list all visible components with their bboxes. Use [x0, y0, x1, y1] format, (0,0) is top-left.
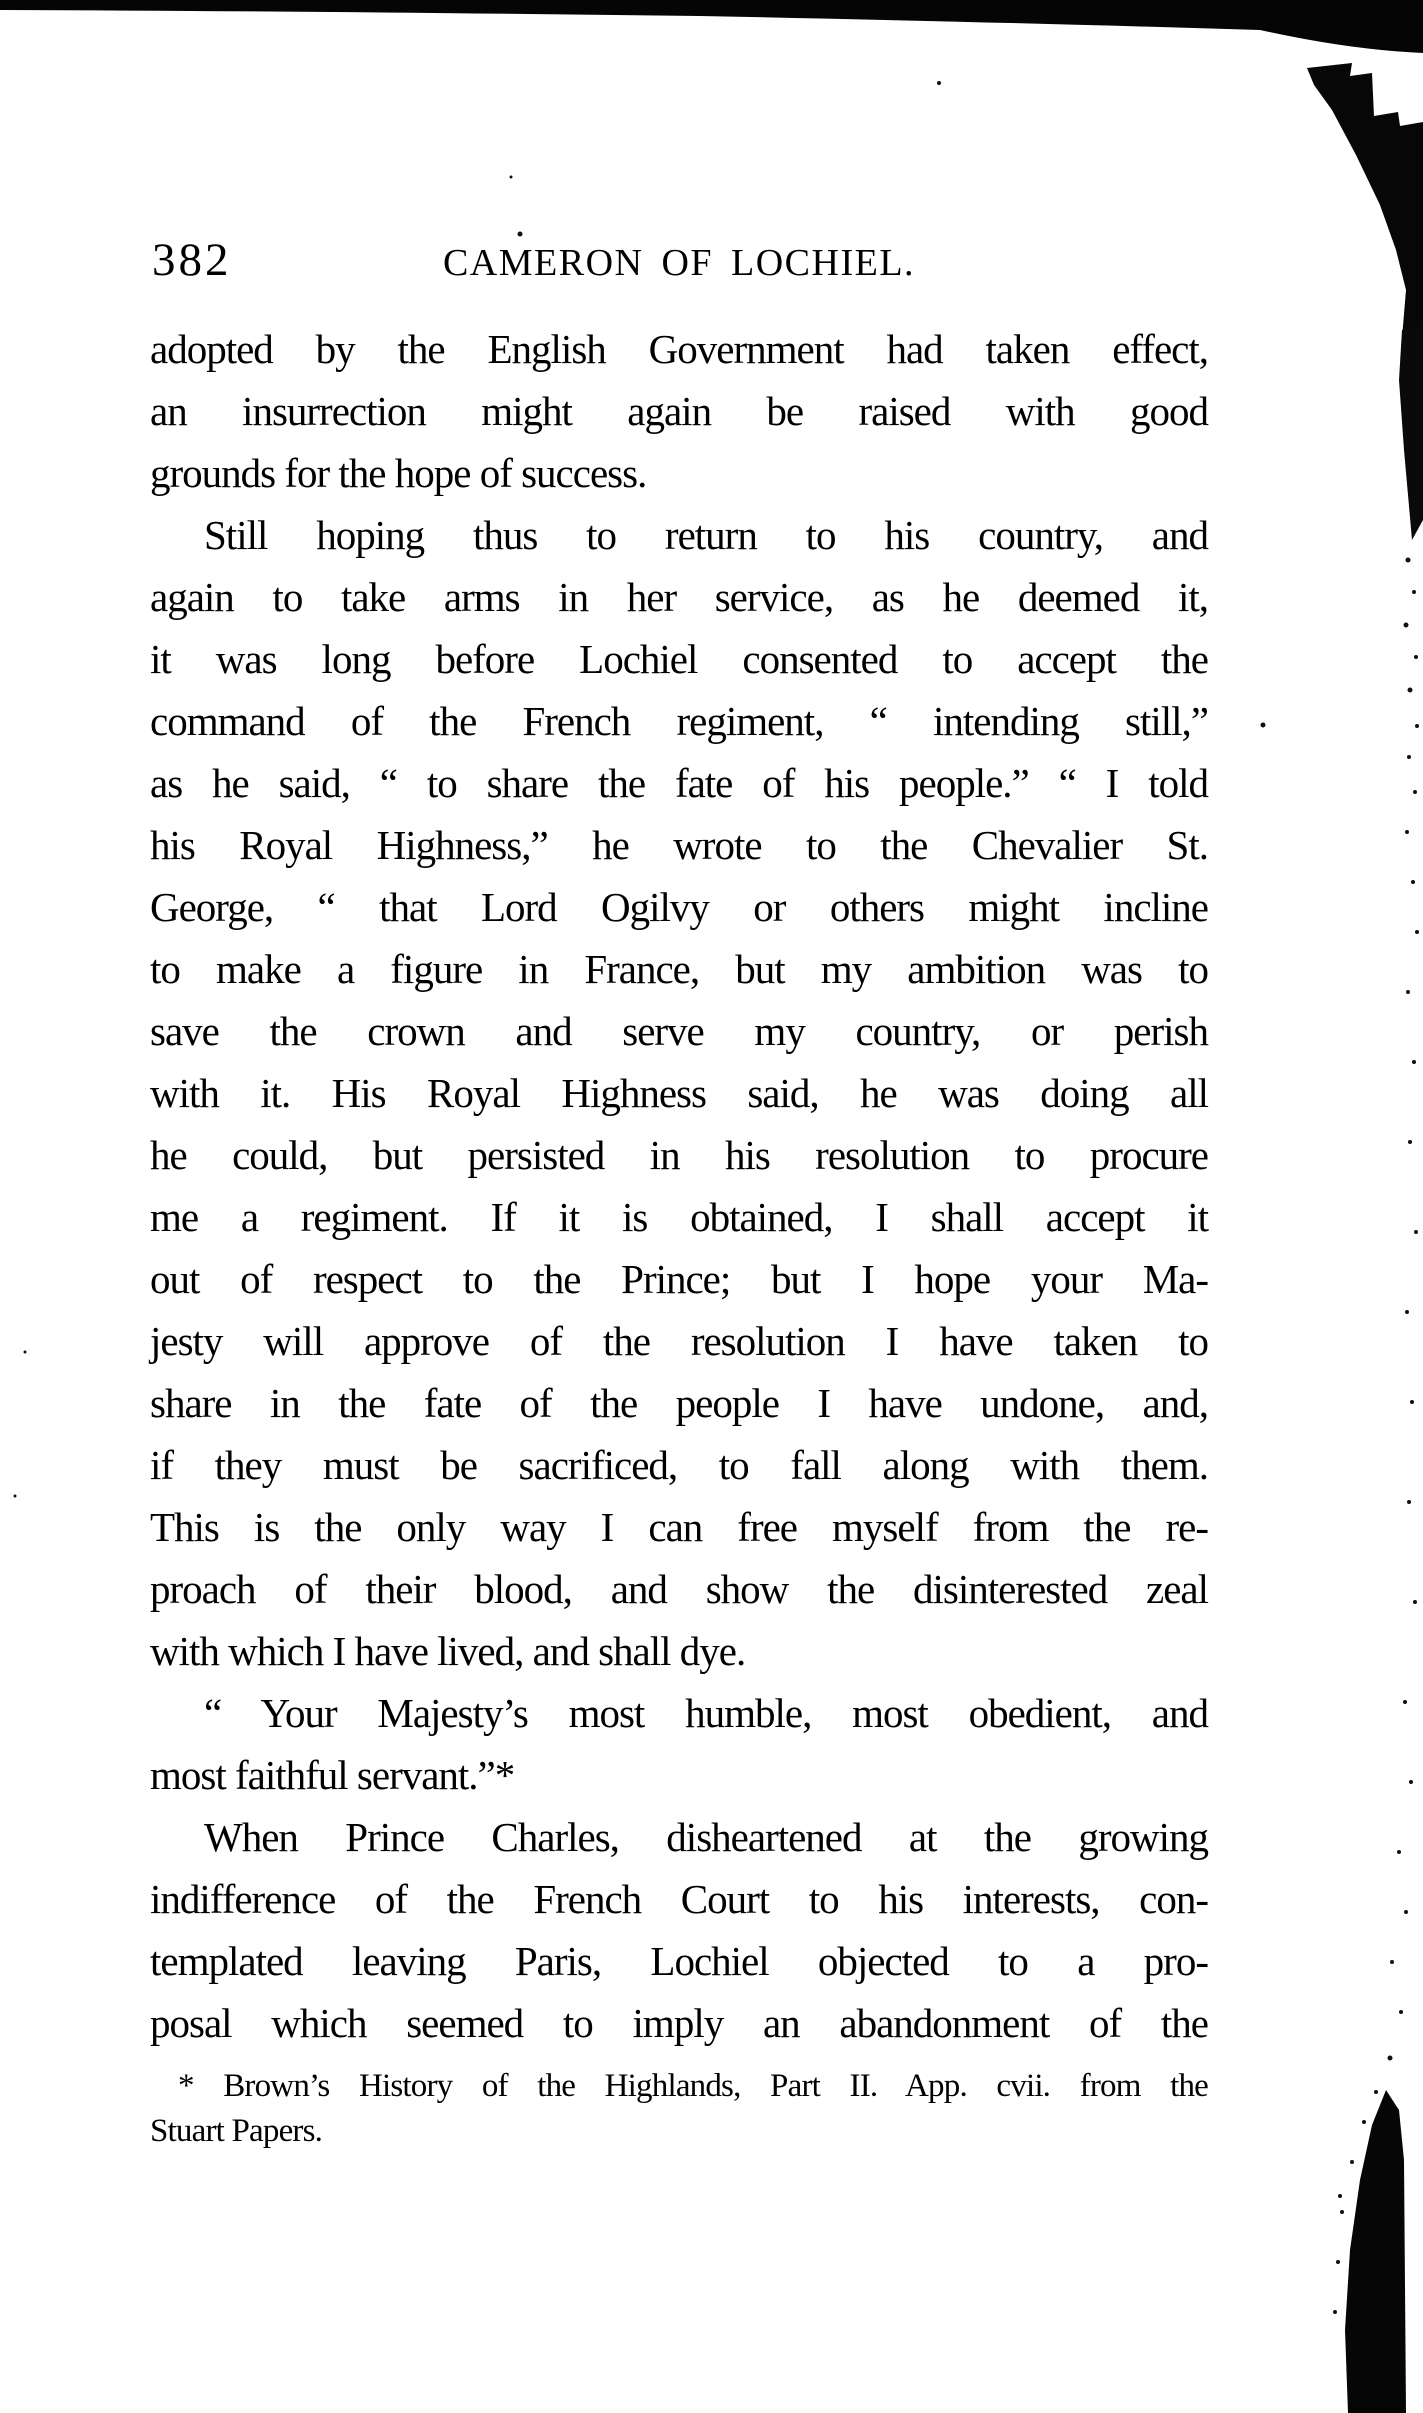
text-line: he could, but persisted in his resolution to procure: [150, 1132, 1208, 1178]
body-text: [150, 318, 1208, 2054]
footnote: [150, 2064, 1208, 2154]
text-line: command of the French regiment, “ intending still,”: [150, 698, 1208, 744]
text-line: templated leaving Paris, Lochiel objected to a pro-: [150, 1938, 1208, 1984]
text-line: with which I have lived, and shall dye.: [150, 1628, 746, 1674]
text-line: “ Your Majesty’s most humble, most obedient, and: [204, 1690, 1208, 1736]
text-line: save the crown and serve my country, or perish: [150, 1008, 1208, 1054]
scan-streak-right: [1399, 326, 1423, 540]
text-line: an insurrection might again be raised with good: [150, 388, 1208, 434]
text-line: indifference of the French Court to his interests, con-: [150, 1876, 1208, 1922]
text-line: his Royal Highness,” he wrote to the Chevalier St.: [150, 822, 1208, 868]
text-line: George, “ that Lord Ogilvy or others might incline: [150, 884, 1208, 930]
page-number: 382: [152, 234, 232, 286]
running-header: [150, 234, 1208, 288]
scan-blob-bottom-right: [1345, 2090, 1406, 2413]
text-line: When Prince Charles, disheartened at the growing: [204, 1814, 1208, 1860]
text-line: it was long before Lochiel consented to accept the: [150, 636, 1208, 682]
running-header-title: CAMERON OF LOCHIEL.: [442, 242, 916, 284]
footnote-line: Stuart Papers.: [150, 2113, 323, 2149]
text-line: grounds for the hope of success.: [150, 450, 647, 496]
text-line: me a regiment. If it is obtained, I shall accept it: [150, 1194, 1208, 1240]
text-line: posal which seemed to imply an abandonment of the: [150, 2000, 1208, 2046]
scan-blob-top-right: [1307, 63, 1423, 338]
text-line: again to take arms in her service, as he deemed it,: [150, 574, 1208, 620]
text-line: with it. His Royal Highness said, he was doing all: [150, 1070, 1208, 1116]
text-line: share in the fate of the people I have undone, and,: [150, 1380, 1208, 1426]
text-line: Still hoping thus to return to his country, and: [204, 512, 1208, 558]
text-line: to make a figure in France, but my ambition was to: [150, 946, 1208, 992]
text-line: if they must be sacrificed, to fall along with them.: [150, 1442, 1208, 1488]
footnote-line: * Brown’s History of the Highlands, Part II. App. cvii. from the: [178, 2068, 1208, 2104]
text-line: most faithful servant.”*: [150, 1752, 515, 1798]
text-line: out of respect to the Prince; but I hope your Ma-: [150, 1256, 1208, 1302]
text-line: This is the only way I can free myself from the re-: [150, 1504, 1208, 1550]
text-line: proach of their blood, and show the disinterested zeal: [150, 1566, 1208, 1612]
text-line: jesty will approve of the resolution I have taken to: [150, 1318, 1208, 1364]
text-line: as he said, “ to share the fate of his people.” “ I told: [150, 760, 1208, 806]
text-line: adopted by the English Government had taken effect,: [150, 326, 1208, 372]
scan-edge-top: [0, 0, 1423, 53]
